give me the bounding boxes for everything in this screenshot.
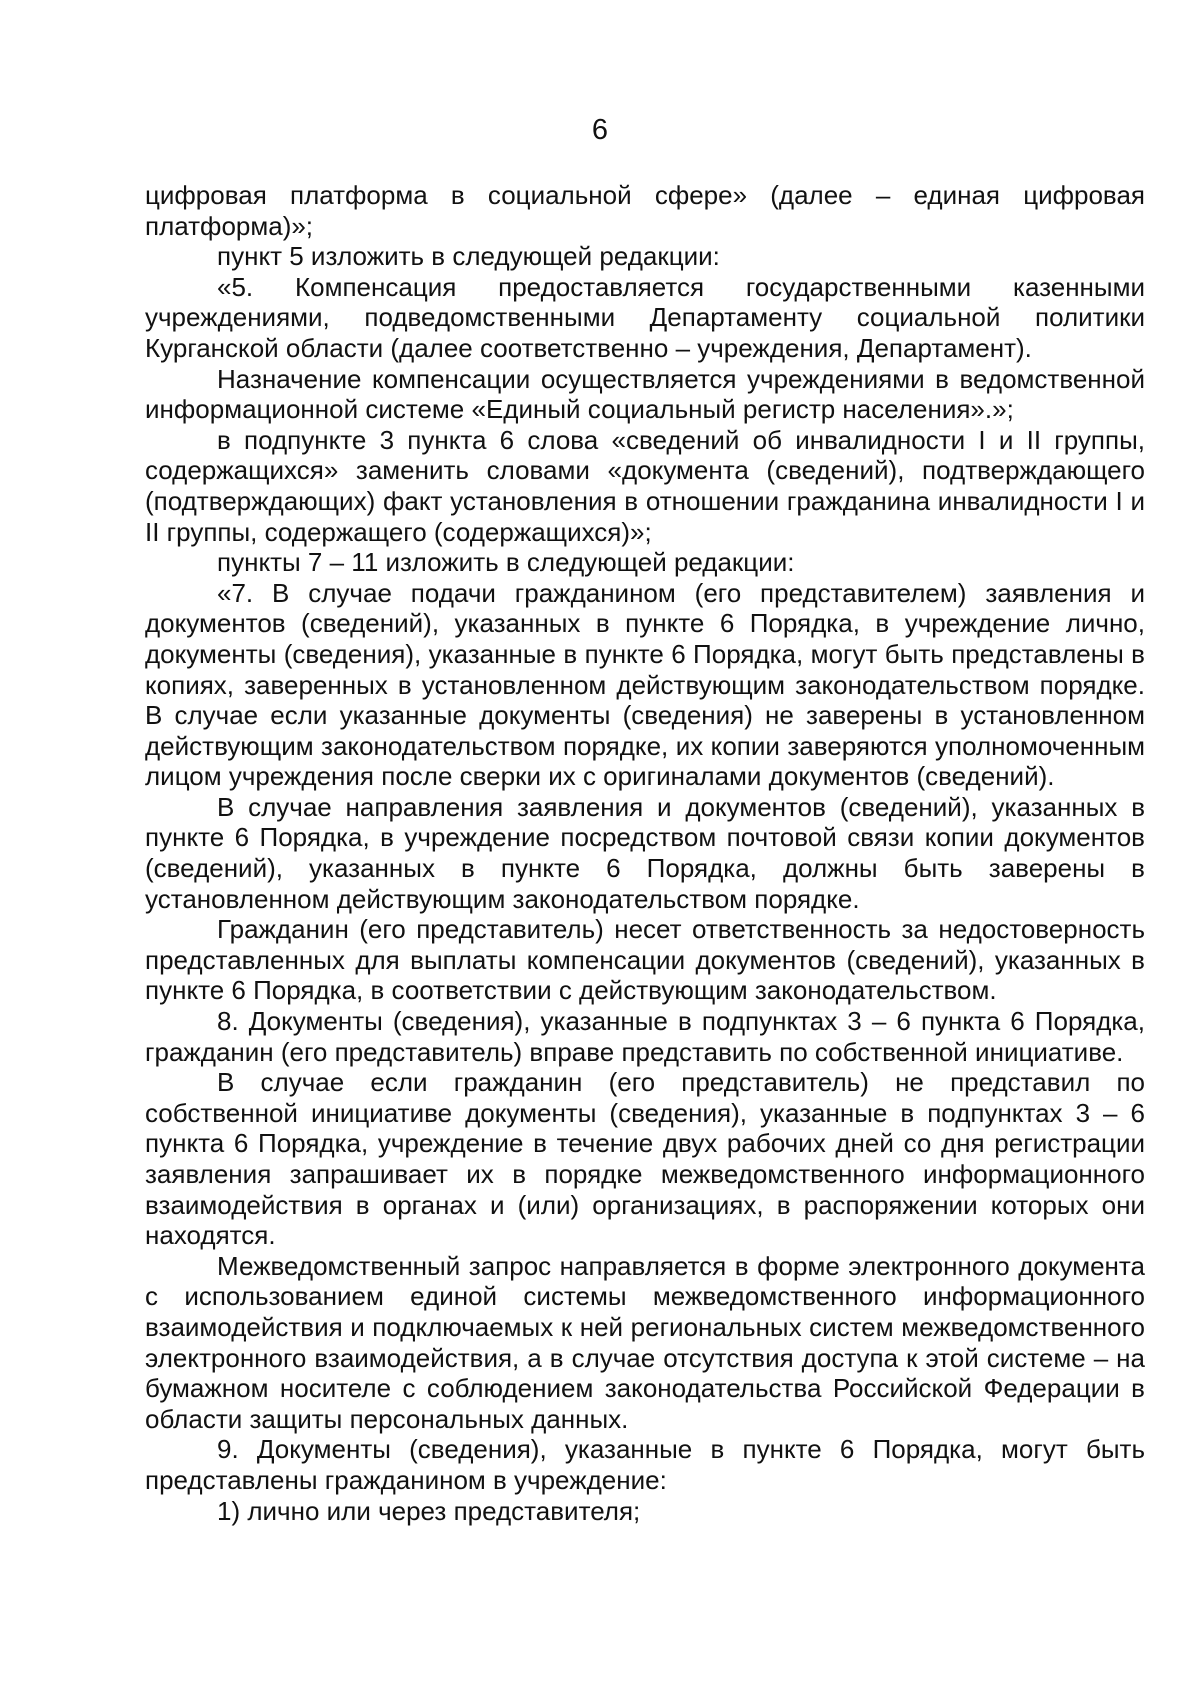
paragraph-item-7-postal: В случае направления заявления и документов (сведений), указанных в пункте 6 Порядка, в учреждение посредством почтовой связи копии документов (сведений), указанных в пункте 6 Порядка, должны быть заверены в установленном действующим законодательством порядке. [145,791,1145,914]
paragraph-item-8: 8. Документы (сведения), указанные в подпунктах 3 – 6 пункта 6 Порядка, гражданин (его представитель) вправе представить по собственной инициативе. [145,1006,1145,1067]
paragraph-item-5-instruction: пункт 5 изложить в следующей редакции: [217,241,720,272]
paragraph-continuation: цифровая платформа в социальной сфере» (далее – единая цифровая платформа)»; [145,180,1145,241]
paragraph-item-9: 9. Документы (сведения), указанные в пункте 6 Порядка, могут быть представлены гражданином в учреждение: [145,1434,1145,1495]
paragraph-item-5: «5. Компенсация предоставляется государственными казенными учреждениями, подведомственными Департаменту социальной политики Курганской области (далее соответственно – учреждения, Департамент). [145,271,1145,363]
paragraph-item-8-electronic: Межведомственный запрос направляется в форме электронного документа с использованием единой системы межведомственного информационного взаимодействия и подключаемых к ней региональных систем межведомственного электронного взаимодействия, а в случае отсутствия доступа к этой системе – на бумажном носителе с соблюдением законодательства Российской Федерации в области защиты персональных данных. [145,1250,1145,1434]
paragraph-item-5-assignment: Назначение компенсации осуществляется учреждениями в ведомственной информационной системе «Единый социальный регистр населения».»; [145,363,1145,425]
page-number: 6 [591,114,609,146]
paragraph-item-9-subitem-1: 1) лично или через представителя; [217,1495,641,1526]
paragraph-item-6-subitem-3: в подпункте 3 пункта 6 слова «сведений об инвалидности I и II группы, содержащихся» заменить словами «документа (сведений), подтверждающего (подтверждающих) факт установления в отношении гражданина инвалидности I и II группы, содержащего (содержащихся)»; [145,424,1145,547]
paragraph-items-7-11-instruction: пункты 7 – 11 изложить в следующей редакции: [217,547,795,578]
document-body [145,180,1145,1526]
paragraph-item-7-responsibility: Гражданин (его представитель) несет ответственность за недостоверность представленных для выплаты компенсации документов (сведений), указанных в пункте 6 Порядка, в соответствии с действующим законодательством. [145,914,1145,1006]
paragraph-item-8-request: В случае если гражданин (его представитель) не представил по собственной инициативе документы (сведения), указанные в подпунктах 3 – 6 пункта 6 Порядка, учреждение в течение двух рабочих дней со дня регистрации заявления запрашивает их в порядке межведомственного информационного взаимодействия в органах и (или) организациях, в распоряжении которых они находятся. [145,1067,1145,1251]
paragraph-item-7: «7. В случае подачи гражданином (его представителем) заявления и документов (сведений), указанных в пункте 6 Порядка, в учреждение лично, документы (сведения), указанные в пункте 6 Порядка, могут быть представлены в копиях, заверенных в установленном действующим законодательством порядке. В случае если указанные документы (сведения) не заверены в установленном действующим законодательством порядке, их копии заверяются уполномоченным лицом учреждения после сверки их с оригиналами документов (сведений). [145,577,1145,792]
